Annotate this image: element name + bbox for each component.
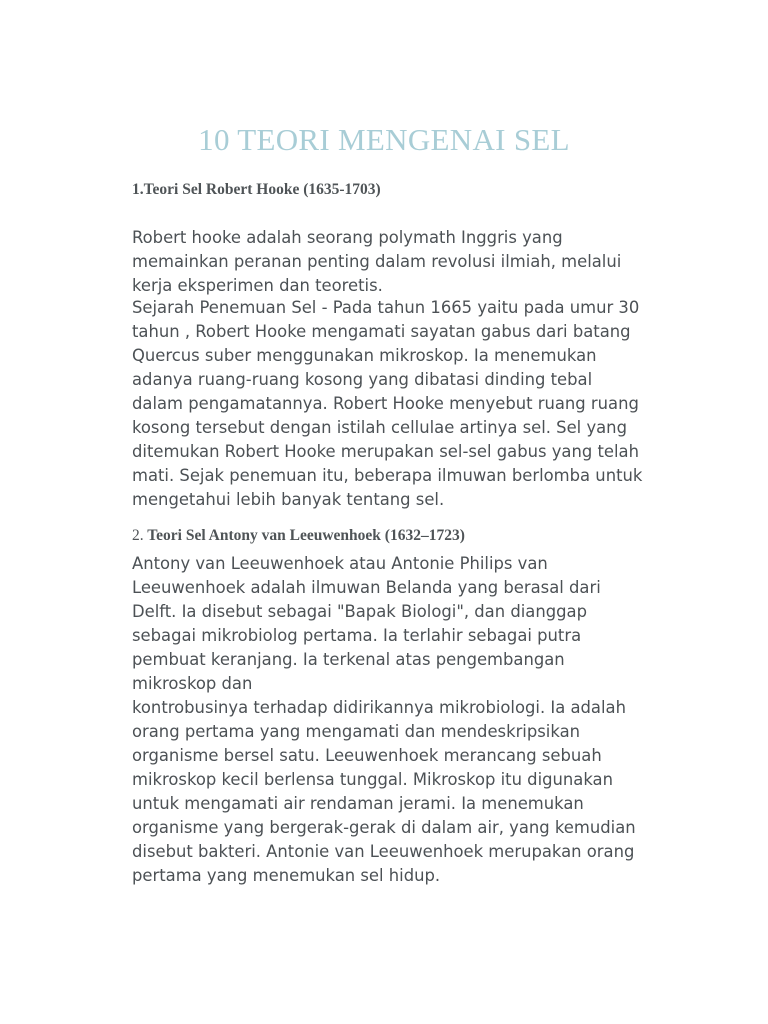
- text-line: Robert hooke adalah seorang polymath Inggris yang: [132, 228, 563, 247]
- text-line: disebut bakteri. Antonie van Leeuwenhoek merupakan orang: [132, 842, 635, 861]
- text-line: Antony van Leeuwenhoek atau Antonie Philips van: [132, 554, 548, 573]
- text-line: Leeuwenhoek adalah ilmuwan Belanda yang berasal dari: [132, 578, 601, 597]
- text-line: mikroskop dan: [132, 674, 253, 693]
- section-2-number: 2.: [132, 527, 144, 544]
- text-line: Quercus suber menggunakan mikroskop. Ia menemukan: [132, 346, 597, 365]
- text-line: kontrobusinya terhadap didirikannya mikrobiologi. Ia adalah: [132, 698, 626, 717]
- text-line: sebagai mikrobiolog pertama. Ia terlahir sebagai putra: [132, 626, 582, 645]
- text-line: organisme yang bergerak-gerak di dalam air, yang kemudian: [132, 818, 636, 837]
- text-line: mikroskop kecil berlensa tunggal. Mikroskop itu digunakan: [132, 770, 613, 789]
- section-1-paragraph-1: [132, 226, 621, 298]
- text-line: tahun , Robert Hooke mengamati sayatan gabus dari batang: [132, 322, 631, 341]
- section-1-heading: 1.Teori Sel Robert Hooke (1635-1703): [132, 181, 381, 198]
- text-line: ditemukan Robert Hooke merupakan sel-sel gabus yang telah: [132, 442, 639, 461]
- text-line: kosong tersebut dengan istilah cellulae artinya sel. Sel yang: [132, 418, 627, 437]
- text-line: dalam pengamatannya. Robert Hooke menyebut ruang ruang: [132, 394, 639, 413]
- text-line: kerja eksperimen dan teoretis.: [132, 276, 383, 295]
- text-line: mati. Sejak penemuan itu, beberapa ilmuwan berlomba untuk: [132, 466, 643, 485]
- text-line: adanya ruang-ruang kosong yang dibatasi dinding tebal: [132, 370, 593, 389]
- text-line: memainkan peranan penting dalam revolusi ilmiah, melalui: [132, 252, 622, 271]
- text-line: orang pertama yang mengamati dan mendeskripsikan: [132, 722, 580, 741]
- text-line: pembuat keranjang. Ia terkenal atas pengembangan: [132, 650, 565, 669]
- document-title: 10 TEORI MENGENAI SEL: [198, 122, 570, 157]
- section-2-heading-text: Teori Sel Antony van Leeuwenhoek (1632–1723): [147, 527, 465, 544]
- text-line: Sejarah Penemuan Sel - Pada tahun 1665 yaitu pada umur 30: [132, 298, 640, 317]
- text-line: mengetahui lebih banyak tentang sel.: [132, 490, 445, 509]
- section-1-paragraph-2: [132, 296, 642, 512]
- text-line: Delft. Ia disebut sebagai "Bapak Biologi", dan dianggap: [132, 602, 587, 621]
- text-line: organisme bersel satu. Leeuwenhoek merancang sebuah: [132, 746, 602, 765]
- text-line: untuk mengamati air rendaman jerami. Ia menemukan: [132, 794, 584, 813]
- section-2-heading: [132, 527, 465, 545]
- section-2-paragraph-1: [132, 552, 636, 888]
- text-line: pertama yang menemukan sel hidup.: [132, 866, 441, 885]
